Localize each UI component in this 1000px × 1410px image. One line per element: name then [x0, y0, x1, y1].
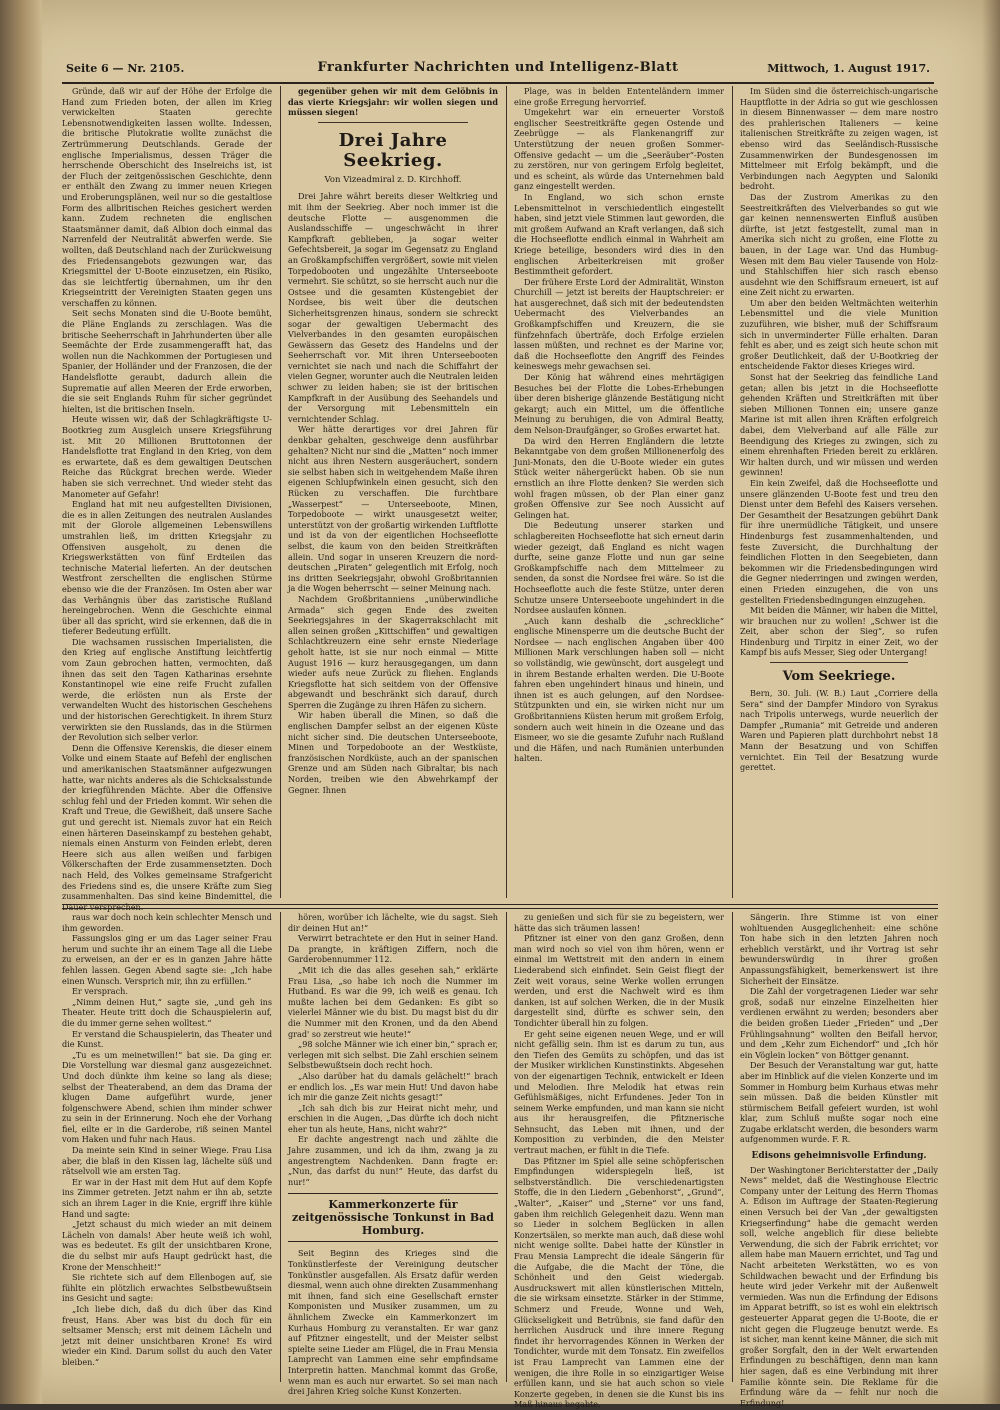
- paragraph: Ein kein Zweifel, daß die Hochseeflotte und unsere glänzenden U-Boote fest und treu den Dienst unter dem Befehl des Kaisers versehen. Der Gesamtheit der Besatzungen gebührt Dank für ihre unermüdliche Tätigkeit, und unsere Hindenburgs fest zusammenhaltenden, und feste Zuversicht, die Durchhaltung der feindlichen Flotten in den Seegebieten, dann bekommen wir die Friedensbedingungen wird die Gegner niederringen und zwingen werden, einen Frieden einzugehen, die von uns gestellten Friedensbedingungen einzugehen.: [740, 477, 938, 605]
- paragraph: Bern, 30. Juli. (W. B.) Laut „Corriere della Sera“ sind der Dampfer Mindoro von Syrakus nach Tripolis unterwegs, wurde neuerlich der Dampfer „Rumania“ mit Getreide und anderen Waren und Papieren platt durchbohrt nebst 18 Mann der Besatzung und von Schiffen vernichtet. Ein Teil der Besatzung wurde gerettet.: [740, 688, 938, 773]
- column-2: [288, 86, 498, 898]
- paragraph: „Auch kann deshalb die „schreckliche“ englische Minensperre um die deutsche Bucht der Nordsee — nach englischen Angaben über 400 Millionen Mark verschlungen haben soll — nicht so vollständig, wie gewünscht, dort ausgelegt und in ihrem Bestande erhalten werden. Die U-Boote fahren eben ungehindert hinaus und hinein, und ihnen ist es auch gelungen, auf den Nordsee-Stützpunkten und ein, sie wirken nicht nur um Großbritanniens Küsten herum mit großem Erfolg, sondern auch weit hinein in die Ozeane und das Eismeer, wo sie die gesamte Zufuhr nach Rußland und die Häfen, und nach Rumänien unterbunden halten.: [514, 615, 724, 764]
- paragraph: „Ich sah dich bis zur Heirat nicht mehr, und erschien in die Augen, „Das dürfte ich doch nicht eher tun als heute, Hans, nicht wahr?“: [288, 1102, 498, 1134]
- column-1: [62, 86, 272, 912]
- paragraph: Da wird den Herren Engländern die letzte Bekanntgabe von dem großen Millionenerfolg des Juni-Monats, den die U-Boote wieder ein gutes Stück weiter nähergerückt haben. Ob sie nun ernstlich an ihre Flotte denken? Sie werden sich wohl fragen müssen, ob der Plan einer ganz großen Offensive zur See noch Aussicht auf Gelingen hat.: [514, 435, 724, 520]
- newspaper-title: Frankfurter Nachrichten und Intelligenz-Blatt: [317, 60, 679, 75]
- feuilleton-divider: [62, 904, 938, 909]
- paragraph: „Tu es um meinetwillen!“ bat sie. Da ging er. Die Vorstellung war diesmal ganz ausgezeichnet. Und doch dünkte ihm keine so lang als diese; selbst der Theaterabend, an dem das Drama der klugen Dame aufgeführt wurde, jener folgenschwere Abend, schien ihm minder schwer zu sein in der Erinnerung. Noch ehe der Vorhang fiel, eilte er in die Garderobe, riß seinen Mantel vom Haken und fuhr nach Haus.: [62, 1049, 272, 1145]
- paragraph: Das der Zustrom Amerikas zu den Seestreitkräften des Vielverbandes so gut wie gar keinen nennenswerten Einfluß ausüben dürfte, ist jetzt festgestellt, zumal man in Amerika sich nicht zu großen, eine Flotte zu bauen, in der Lage war. Und das Humbug-Wesen mit dem Bau vieler Tausende von Holz- und Stahlschiffen hier sich rasch ebenso ausdehnt wie den Schiffsraum erneuert, ist auf eine Zeit nicht zu erwarten.: [740, 191, 938, 298]
- paragraph: Er dachte angestrengt nach und zählte die Jahre zusammen, und ich da ihm, zwang ja zu angestrengtem Nachdenken. Dann fragte er: „Nun, das darfst du nun!“ Heute, das darfst du nur!“: [288, 1134, 498, 1187]
- feuilleton-column-2-text: [288, 912, 498, 1187]
- paragraph: Gründe, daß wir auf der Höhe der Erfolge die Hand zum Frieden boten, der allen im Krieg verwickelten Staaten gerechte Lebensnotwendigkeiten lassen wollte. Indessen, die britische Plutokratie wollte zunächst die Zertrümmerung Deutschlands. Gerade der englische Imperialismus, dessen Träger die herrschende Oberschicht des Inselreichs ist, ist der Fluch der zeitgenössischen Geschichte, denn er enthält den Zwang zu immer neuen Kriegen und Eroberungsplänen, weil nur so die gestaltlose Form des allbritischen Reiches gesichert werden kann. Zudem rechneten die englischen Staatsmänner damit, daß Albion doch einmal das Narrenfeld der Neutralität abwerfen werde. Sie wollten, daß Deutschland nach der Zurückweisung des Friedensangebots gezwungen war, das Kriegsmittel der U-Boote einzusetzen, ein Risiko, das sie leichtfertig übernahmen, um ihr den Kriegseintritt der Vereinigten Staaten gegen uns verschaffen zu können.: [62, 86, 272, 308]
- paragraph: Wir haben überall die Minen, so daß die englischen Dampfer selbst an der eigenen Küste nicht sicher sind. Die deutschen Unterseeboote, Minen und Torpedoboote an der Westküste, französischen Nordküste, auch an der spanischen Grenze und am Süden nach Gibraltar, bis nach Norden, treiben wie den Abwehrkampf der Gegner. Ihnen: [288, 710, 498, 795]
- paragraph: Die Bedeutung unserer starken und schlagbereiten Hochseeflotte hat sich erneut darin wieder gezeigt, daß England es nicht wagen durfte, seine ganze Flotte und nun gar seine Großkampfschiffe nach dem Mittelmeer zu senden, da sonst die Nordsee frei wäre. So ist die Hochseeflotte auch die feste Stütze, unter deren Schutze unsere Unterseeboote ungehindert in die Nordsee auslaufen können.: [514, 520, 724, 616]
- paragraph: Wer hätte derartiges vor drei Jahren für denkbar gehalten, geschweige denn ausführbar gehalten? Nicht nur sind die „Matten“ noch immer nicht aus ihren Nestern ausgeräuchert, sondern sie selbst haben sich in weitgehendem Maße ihren eigenen Schlupfwinkeln einen gesucht, sich den Rücken zu verschaffen. Die furchtbare „Wasserpest“ — Unterseeboote, Minen, Torpedoboote — wirkt unausgesetzt weiter, unterstützt von der großartig wirkenden Luftflotte und ist da von der eigentlichen Hochseeflotte selbst, die kaum von den beiden Streitkräften allein. Und sogar in unseren Kreuzern die nord-deutschen „Piraten“ gelegentlich mit Erfolg, noch ins dritten Seekriegsjahr, obwohl Großbritannien ja die Wogen beherrscht — seiner Meinung nach.: [288, 424, 498, 594]
- feuilleton-column-4-after: [740, 1165, 938, 1409]
- paragraph: Sonst hat der Seekrieg das feindliche Land getan; allen bis jetzt in die Hochseeflotte gehenden Kräften und Streitkräften mit über sieben Millionen Tonnen ein; unsere ganze Marine ist mit allen ihren Kräften erfolgreich dabei, dem Vielverband auf alle Fälle zur Beendigung des Krieges zu zwingen, sich zu einem ehrenhaften Frieden bereit zu erklären. Wir halten durch, und wir müssen und werden gewinnen!: [740, 372, 938, 478]
- paragraph: Mit beiden die Männer, wir haben die Mittel, wir brauchen nur zu wollen! „Schwer ist die Zeit, aber schon der Sieg“, so rufen Hindenburg und Tirpitz in einer Zeit, wo der Kampf bis aufs Messer, Sieg oder Untergang!: [740, 605, 938, 658]
- column-2-text: [288, 191, 498, 795]
- paragraph: Plage, was in belden Ententeländern immer eine große Erregung hervorrief.: [514, 86, 724, 107]
- article-byline: Von Vizeadmiral z. D. Kirchhoff.: [324, 174, 462, 185]
- column-2-intro: [288, 86, 498, 118]
- paragraph: hören, worüber ich lächelte, wie du sagst. Sieh dir deinen Hut an!“: [288, 912, 498, 933]
- column-rule: [732, 86, 733, 898]
- column-rule: [280, 912, 281, 1382]
- paragraph: Um aber den beiden Weltmächten weiterhin Lebensmittel und die viele Munition zuzuführen, wie bisher, muß der Schiffsraum sich in unverminderter Fülle erhalten. Daran fehlt es aber, und es zeigt sich heute schon mit großer Deutlichkeit, daß der U-Bootkrieg der entscheidende Faktor dieses Krieges wird.: [740, 297, 938, 372]
- paragraph: Sie richtete sich auf dem Ellenbogen auf, sie fühlte ein plötzlich erwachtes Selbstbewußtsein ins Gesicht und sagte:: [62, 1272, 272, 1304]
- feuilleton-column-4-text: [740, 912, 938, 1145]
- issue-date: Mittwoch, 1. August 1917.: [767, 62, 930, 75]
- page-number: Seite 6 — Nr. 2105.: [66, 62, 185, 75]
- column-4: [740, 86, 938, 898]
- column-rule: [506, 86, 507, 898]
- feuilleton-column-2: [288, 912, 498, 1397]
- top-section: [62, 86, 938, 912]
- paragraph: England hat mit neu aufgestellten Divisionen, die es in allen Zeitungen des neutralen Auslandes mit der Glorole allgemeinen Lebenswillens umstrahlen ließ, im dritten Kriegsjahr zu Offensiven ausgeholt, zu denen die Kriegswerkstätten von fünf Erdteilen das technische Material lieferten. An der deutschen Westfront zerschellten die englischen Stürme ebenso wie die der Französen. Im Osten aber war das Verhängnis über das zaristische Rußland hereingebrochen. Wenn die Geschichte einmal über all das spricht, wird sie erkennen, daß die in tieferer Bedeutung erfüllt.: [62, 499, 272, 637]
- paragraph: „Jetzt schaust du mich wieder an mit deinem Lächeln von damals! Aber heute weiß ich wohl, was es bedeutet. Es gilt der unsichtbaren Krone, die du selbst mir aufs Haupt gedrückt hast, die Krone der Menschheit!“: [62, 1219, 272, 1272]
- paragraph: Denn die Offensive Kerenskis, die dieser einem Volke und einem Staate auf Befehl der englischen und amerikanischen Staatsmänner aufgezwungen hatte, war nichts anderes als die Schicksalsstunde der kriegführenden Mächte. Aber die Offensive schlug fehl und der Frieden kommt. Wir sehen die Kraft und Treue, die Gewißheit, daß unsere Sache gut und gerecht ist. Niemals zuvor hat ein Reich einen härteren Daseinskampf zu bestehen gehabt, niemals einen Ansturm von Feinden erlebt, deren Heere sich aus allen weißen und farbigen Völkerschaften der Erde zusammensetzten. Doch nach Held, des Volkes gemeinsame Strafgericht des Friedens sind es, die unsere Kräfte zum Sieg zusammenhalten. Das sind keine Bindemittel, die Dauer versprechen.: [62, 742, 272, 912]
- column-rule: [280, 86, 281, 898]
- page-header: [62, 56, 934, 84]
- paragraph: „Also darüber hat du damals gelächelt!“ brach er endlich los. „Es war mein Hut! Und davon habe ich mir die ganze Zeit nichts gesagt!“: [288, 1070, 498, 1103]
- paragraph: Der Washingtoner Berichterstatter der „Daily News“ meldet, daß die Westinghouse Electric Company unter der Leitung des Herrn Thomas A. Edison im Auftrage der Staaten-Regierung einen Versuch bei der Van „der gewaltigsten Kriegserfindung“ habe die gemacht werden soll, welche angeblich für diese beliebte Verwendung, die sich der Fabrik errichtet; vor allem habe man Mauern errichtet, und Tag und Nacht arbeiteten Werkstätten, wo es von Schildwachen bewacht und der Erfindung bis heute wird jeder Verkehr mit der Außenwelt vermieden. Was nun die Erfindung der Edisons im Apparat betrifft, so ist es wohl ein elektrisch gesteuerter Apparat gegen die U-Boote, die er nicht gegen die Flugzeuge benutzt werde. Es ist sicher, man kennt keine Männer, die sich mit großer Sorgfalt, den in der Welt erwartenden Erfindungen zu beschäftigen, denn man kann hier sagen, daß es eine Verbindung mit ihrer Familie könnte sein. Die Reklame für die Erfindung wäre da — fehlt nur noch die Erfindung!: [740, 1164, 938, 1408]
- column-3: [514, 86, 724, 898]
- separator: [318, 122, 468, 123]
- feuilleton-section: [62, 912, 938, 1410]
- feuilleton-column-2-after: [288, 1248, 498, 1396]
- column-rule: [732, 912, 733, 1382]
- article-title-vom-seekriege: Vom Seekriege.: [782, 669, 896, 685]
- article-title-kammerkonzerte: Kammerkonzerte für zeitgenössische Tonkunst in Bad Homburg.: [288, 1193, 498, 1242]
- paragraph: Verwirrt betrachtete er den Hut in seiner Hand. Da prangte, in kräftigen Ziffern, noch die Garderobennummer 112.: [288, 933, 498, 965]
- separator: [770, 662, 908, 663]
- paragraph: raus war doch noch kein schlechter Mensch und ihm geworden.: [62, 912, 272, 933]
- paragraph: Der frühere Erste Lord der Admiralität, Winston Churchill — jetzt ist bereits der Hauptschreier: er hat ausgerechnet, daß sich mit der bedeutendsten Uebermacht des Vielverbandes an Großkampfschiffen und Kreuzern, die sie fünfzehnfach überträfe, doch Erfolge erzielen lassen müßten, und rechnet es der Marine vor, daß die Hochseeflotte den Angriff des Feindes keineswegs mehr gewachsen sei.: [514, 276, 724, 372]
- article-title-edison: Edisons geheimnisvolle Erfindung.: [751, 1151, 927, 1162]
- page-gutter: [0, 0, 42, 1404]
- paragraph: Das Pfitzner im Spiel alle seine schöpferischen Empfindungen widerspiegeln ließ, ist selbstverständlich. Die verschiedenartigsten Stoffe, die in den Liedern „Gebenhorst“, „Grund“, „Walter“, „Kaiser“ und „Sterne“ vor uns fand, gaben ihm reichlich Gelegenheit dazu. Wenn man so Lieder in solchem Beglücken in allen Konzertsälen, so merkte man auch, daß diese wohl nicht wenige sollte. Dabei hatte der Künstler in Frau Mensia Lamprecht die ideale Sängerin für die Aufgabe, die die Macht der Töne, die Schönheit und den Geist wiedergab. Ausdruckswert mit allen künstlerischen Mitteln, die sie wirksam einsetzte. Stärker in der Stimme, Schmerz und Freude, Wonne und Weh, Glückseligkeit und Betrübnis, sie fand dafür den herrlichen Ausdruck und ihre innere Regung findet ihr hervorragendes Können in Werken der Tondichter, wurde mit dem Tonsatz. Ein zweifellos ist Frau Lamprecht van Lammen eine der wenigen, die ihre Rolle in so einzigartiger Weise erfüllen kann, und sie hat auch schon so viele Konzerte gegeben, in denen sie die Kunst bis ins Maß hinaus begabte.: [514, 1155, 724, 1410]
- paragraph: Umgekehrt war ein erneuerter Vorstoß englischer Seestreitkräfte gegen Ostende und Zeebrügge — als Flankenangriff zur Unterstützung der neuen großen Sommer-Offensive gedacht — um die „Seeräuber“-Posten zu zerstören, nur von geringem Erfolg begleitet, und es scheint, als würde das Unternehmen bald ganz eingestellt werden.: [514, 107, 724, 192]
- paragraph: Er versprach.: [72, 986, 128, 997]
- feuilleton-column-1-text: [62, 912, 272, 1368]
- paragraph: Pfitzner ist einer von den ganz Großen, denn man wird noch so viel von ihm hören, wenn er einmal im Wettstreit mit den andern in einem Liederabend sich einfindet. Sein Geist fliegt der Zeit weit voraus, seine Werke wollen errungen werden, und erst die Nachwelt wird es ihm danken, ist auf solchen Werken, die in der Musik dargestellt sind, dürfte es schwer sein, den Tondichter überall hin zu folgen.: [514, 933, 724, 1028]
- paragraph: Er war in der Hast mit dem Hut auf dem Kopfe ins Zimmer getreten. Jetzt nahm er ihn ab, setzte sich an ihrem Lager in die Knie, ergriff ihre kühle Hand und sagte:: [62, 1176, 272, 1219]
- paragraph: Der König hat während eines mehrtägigen Besuches bei der Flotte die Lobes-Erhebungen über deren bisherige glänzende Bestätigung nicht gekargt; auch ein Mittel, um die öffentliche Meinung zu beruhigen, die von Admiral Beatty, dem Nelson-Draufgänger, so Großes erwartet hat.: [514, 372, 724, 435]
- column-rule: [506, 912, 507, 1382]
- paragraph: Die wachsamen russischen Imperialisten, die den Krieg auf englische Anstiftung leichtfertig vom Zaun gebrochen hatten, vermochten, daß ihnen das seit den Tagen Katharinas ersehnte Konstantinopel wie eine reife Frucht zufallen werde, die erlösten nun als Erste der verwandelten Wucht des historischen Geschehens und der historischen Gerechtigkeit. In ihrem Sturz verwirkten sie den Russlands, das in die Stürmen der Revolution sich selber verlor.: [62, 636, 272, 743]
- paragraph: „Ich liebe dich, daß du dich über das Kind freust, Hans. Aber was bist du doch für ein seltsamer Mensch; erst mit deinem Lächeln und jetzt mit deiner unsichtbaren Krone! Es wird wieder ein Kind. Darum sollst du auch den Vater bleiben.“: [62, 1303, 272, 1367]
- paragraph: „98 solche Männer wie ich einer bin,“ sprach er, verlegen mit sich selbst. Die Zahl erschien seinem Selbstbewußtsein doch recht hoch.: [288, 1039, 498, 1071]
- feuilleton-column-3: [514, 912, 724, 1410]
- paragraph: Drei Jahre währt bereits dieser Weltkrieg und mit ihm der Seekrieg. Aber noch immer ist die deutsche Flotte — ausgenommen die Auslandsschiffe — ungeschwächt in ihrer Kampfkraft geblieben, ja sogar weiter Gefechtsbereit, ja sogar im Gegensatz zu England an Großkampfschiffen vergrößert, sowie mit vielen Torpedobooten und ungezählte Unterseeboote vermehrt. Sie schützt, so sie herrscht auch nur die Ostsee und die gesamten Küstengebiet der Nordsee, bis weit über die deutschen Sicherheitsgrenzen hinaus, sondern sie schreckt sogar der gewaltigen Uebermacht des Vielverbandes in den gesamten europäischen Gewässern das Gesetz des Handelns und der Seeherrschaft vor. Mit ihren Unterseebooten vernichtet sie nach und nach die Schiffahrt der vielen Gegner, worunter auch die Neutralen leiden schwer zu leiden haben; sie ist der britischen Kampfkraft in der Ausübung des Seehandels und der Versorgung mit Lebensmitteln ein vernichtender Schlag.: [288, 191, 498, 424]
- paragraph: „Mit ich die das alles gesehen sah,“ erklärte Frau Lisa, „so habe ich noch die Nummer im Hutband. Es war die 99, ich weiß es genau. Ich mußte lachen bei dem Gedanken: Es gibt so vielerlei Männer wie du bist. Du magst bist du dir die Nummer mit den Kronen, und da den Abend grad' so zerstreut wie heute!“: [288, 964, 498, 1039]
- paragraph: Fassungslos ging er um das Lager seiner Frau herum und suchte ihr an einem Tage all die Liebe zu erweisen, an der er es in ganzen Jahre hätte fehlen lassen. Gegen Abend sagte sie: „Ich habe einen Wunsch. Versprich mir, ihn zu erfüllen.“: [62, 933, 272, 986]
- column-4-text: [740, 86, 938, 658]
- paragraph: In England, wo sich schon ernste Lebensmittelnot in verschiedentlich eingestellt haben, sind jetzt viele Stimmen laut geworden, die mit großem Aufwand an Kraft verlangen, daß sich die Hochseeflotte endlich einmal in Wahrheit am Kriege beteilige, besonders wird dies in den englischen Arbeiterkreisen mit großer Bestimmtheit gefordert.: [514, 191, 724, 277]
- feuilleton-column-1: [62, 912, 272, 1382]
- paragraph: gegenüber gehen wir mit dem Gelöbnis in das vierte Kriegsjahr: wir wollen siegen und müssen siegen!: [288, 86, 498, 118]
- column-1-text: [62, 86, 272, 912]
- paragraph: Die Zahl der vorgetragenen Lieder war sehr groß, sodaß nur einzelne Einzelheiten hier verdienen erwähnt zu werden; besonders aber die beiden großen Lieder „Frieden“ und „Der Frühlingsahnung“ wollten den Beifall hervor, und dem „Kehr zum Eichendorf“ und „Ich hör ein Vöglein locken“ von Böttger genannt.: [740, 986, 938, 1060]
- article-title-seekrieg: Drei Jahre Seekrieg.: [338, 129, 448, 171]
- paragraph: Sängerin. Ihre Stimme ist von einer wohltuenden Ausgeglichenheit: eine schöne Ton habe sich in den letzten Jahren noch erheblich verstärkt, und ihr Vortrag ist sehr bewunderswürdig in ihrer großen Anpassungsfähigkeit, bemerkenswert ist ihre Sicherheit der Einsätze.: [740, 912, 938, 986]
- feuilleton-column-3-text: [514, 912, 724, 1410]
- paragraph: Er verstand die Schauspielerin, das Theater und die Kunst.: [62, 1028, 272, 1050]
- paragraph: Der Besuch der Veranstaltung war gut, hatte aber im Hinblick auf die vielen Konzerte und im Sommer in Homburg beim Kurhaus etwas mehr sein müssen. Daß die beiden Künstler mit stürmischem Beifall gefeiert wurden, ist wohl klar, zum Schluß mußte sogar noch eine Zugabe erklatscht werden, die besonders warm aufgenommen wurde. F. R.: [740, 1060, 938, 1145]
- paragraph: Nachdem Großbritanniens „unüberwindliche Armada“ sich gegen Ende des zweiten Seekriegsjahres in der Skagerrakschlacht mit allen seinen großen „Kittschiffen“ und gewaltigen Schlachtkreuzern eine sehr ernste Niederlage geholt hatte, ist sie nur noch einmal — Mitte August 1916 — kurz herausgegangen, um dann wieder aufs neue Zurück zu fliehen. Englands Kriegsflotte hat sich seitdem von der Offensive abgewandt und beschränkt sich darauf, durch Sperren die Zugänge zu ihren Häfen zu sichern.: [288, 593, 498, 710]
- column-4-after: [740, 688, 938, 773]
- paragraph: Da meinte sein Kind in seiner Wiege. Frau Lisa aber, die blaß in den Kissen lag, lächelte süß und rätselvoll wie am ersten Tag.: [62, 1145, 272, 1177]
- paragraph: Seit Beginn des Krieges sind die Tonkünstlerfeste der Vereinigung deutscher Tonkünstler ausgefallen. Als Ersatz dafür werden diesmal, wenn auch ohne direkten Zusammenhang mit ihnen, fand sich eine Gesellschaft ernster Komponisten und Musiker zusammen, um zu ähnlichem Zwecke ein Kammerkonzert im Kurhaus Homburg zu veranstalten. Er war ganz auf Pfitzner eingestellt, und der Meister selbst spielte seine Lieder am Flügel, die in Frau Mensia Lamprecht van Lammen eine sehr empfindsame Interpretin hatten. Manchmal kommt das Große, wenn man es auch nur erwartet. So sei man nach drei Jahren Krieg solche Kunst Konzerten.: [288, 1248, 498, 1397]
- paragraph: „Nimm deinen Hut,“ sagte sie, „und geh ins Theater. Heute tritt doch die Schauspielerin auf, die du immer gerne sehen wolltest.“: [62, 996, 272, 1028]
- paragraph: Im Süden sind die österreichisch-ungarische Hauptflotte in der Adria so gut wie geschlossen in diesem Binnenwasser — dem mare nostro des prahlerischen Italieners — keine italienischen Streitkräfte zu zeigen wagen, ist ebenso wird das Seeländisch-Russische Zusammenwirken der Bundesgenossen im Mittelmeer mit Erfolg bekämpft, und die Verbindungen nach Aegypten und Saloniki bedroht.: [740, 86, 938, 192]
- feuilleton-column-4: [740, 912, 938, 1408]
- paragraph: zu genießen und sich für sie zu begeistern, wer hätte das sich träumen lassen!: [514, 912, 724, 933]
- paragraph: Er geht seine eigenen neuen Wege, und er will nicht gefällig sein. Ihm ist es darum zu tun, aus den Tiefen des Gemüts zu schöpfen, und das ist der Musiker wirklichen Kunstinstinkts. Abgesehen von der eigenartigen Technik, entwickelt er Ideen und Melodien. Ihre Melodik hat etwas rein Gefühlsmäßiges, nicht Erfundenes. Jeder Ton in seinem Werke empfunden, und man kann sie nicht aus ihr herausgreifen, die Pfitznerische Sehnsucht, das Leben mit ihnen, und der Komposition zu verbinden, die den Meister vertraut machen, er fühlt in die Tiefe.: [514, 1028, 724, 1156]
- page-edge-shadow: [982, 0, 1000, 1404]
- column-3-text: [514, 86, 724, 764]
- paragraph: Heute wissen wir, daß der Schlagkräftigste U-Bootkrieg zum Ausgleich unsere Kriegsführung ist. Mit 20 Millionen Bruttotonnen der Handelsflotte trat England in den Krieg, von dem es erwartete, daß es dem gewaltigen Deutschen Reiche das Rückgrat brechen werde. Wieder haben sie sich verrechnet. Und wieder steht das Manometer auf Gefahr!: [62, 414, 272, 499]
- paragraph: Seit sechs Monaten sind die U-Boote bemüht, die Pläne Englands zu zerschlagen. Was die britische Seeherrschaft in Jahrhunderten über alle Seemächte der Erde zusammengerafft hat, das wollen nun die Nachkommen der Portugiesen und Spanier, der Holländer und der Franzosen, die der Handelsflotte geraubt, dadurch allein die Suprematie auf allen Meeren der Erde erworben, die sie seit Englands Ruhm für sicher gegründet hielten, ist die britischen Inseln.: [62, 308, 272, 414]
